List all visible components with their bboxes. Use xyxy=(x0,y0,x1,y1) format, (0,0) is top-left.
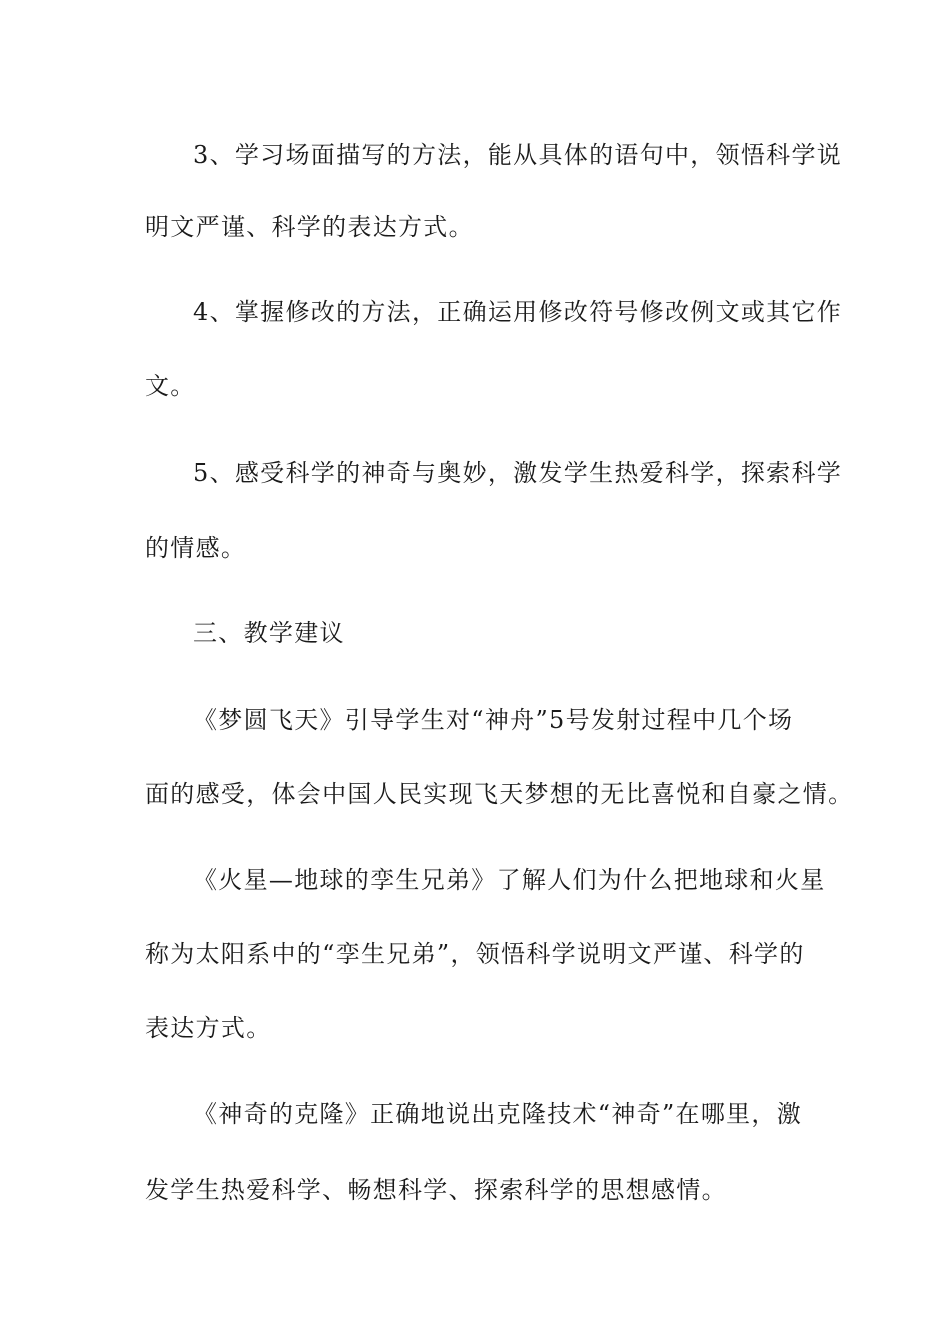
objective-3-line-1: 3、学习场面描写的方法，能从具体的语句中，领悟科学说 xyxy=(193,141,843,169)
lesson-1-line-1: 《梦圆飞天》引导学生对“神舟”5号发射过程中几个场 xyxy=(193,706,794,734)
lesson-3-line-2: 发学生热爱科学、畅想科学、探索科学的思想感情。 xyxy=(145,1176,727,1204)
lesson-3-line-1: 《神奇的克隆》正确地说出克隆技术“神奇”在哪里，激 xyxy=(193,1100,803,1128)
objective-4-line-2: 文。 xyxy=(145,372,196,400)
section-heading: 三、教学建议 xyxy=(193,619,345,647)
objective-4-line-1: 4、掌握修改的方法，正确运用修改符号修改例文或其它作 xyxy=(193,298,843,326)
objective-3-line-2: 明文严谨、科学的表达方式。 xyxy=(145,213,474,241)
objective-5-line-2: 的情感。 xyxy=(145,534,247,562)
lesson-2-line-3: 表达方式。 xyxy=(145,1014,272,1042)
objective-5-line-1: 5、感受科学的神奇与奥妙，激发学生热爱科学，探索科学 xyxy=(193,459,843,487)
lesson-2-line-2: 称为太阳系中的“孪生兄弟”，领悟科学说明文严谨、科学的 xyxy=(145,940,805,968)
lesson-1-line-2: 面的感受，体会中国人民实现飞天梦想的无比喜悦和自豪之情。 xyxy=(145,780,854,808)
lesson-2-line-1: 《火星—地球的孪生兄弟》了解人们为什么把地球和火星 xyxy=(193,866,826,894)
